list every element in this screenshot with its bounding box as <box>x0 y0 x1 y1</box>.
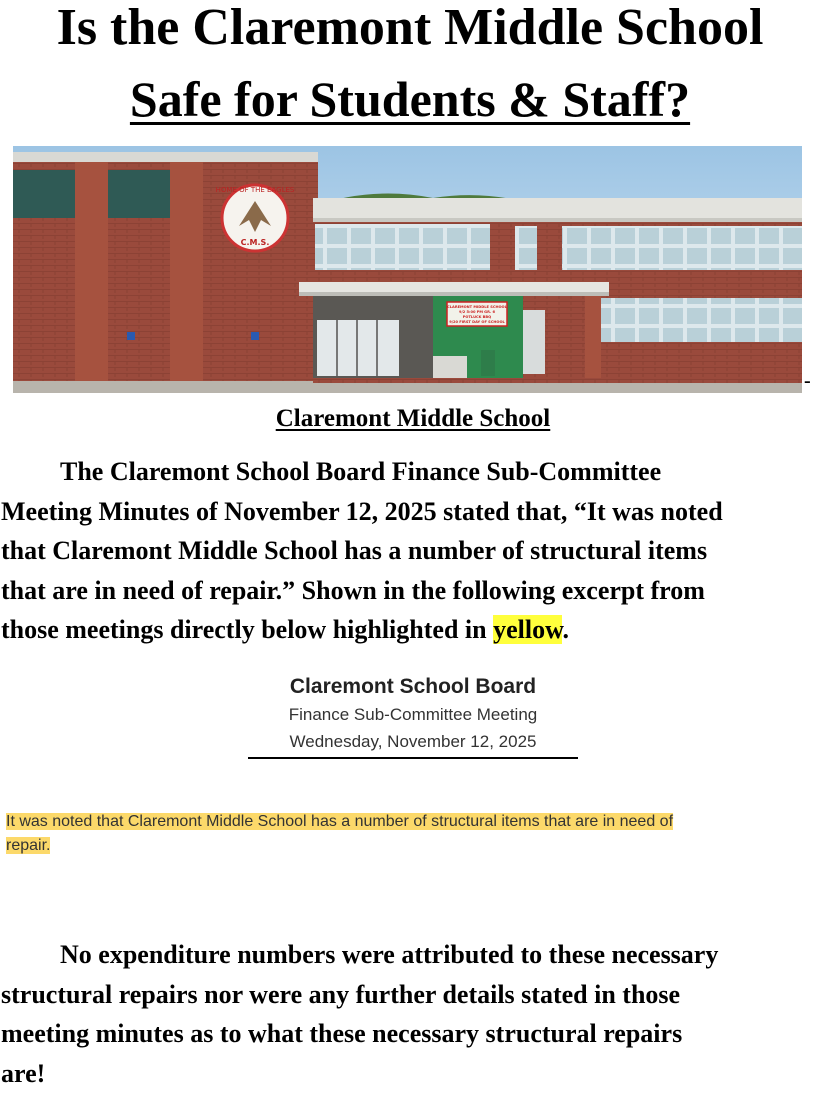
intro-line-1-text: The Claremont School Board Finance Sub-Committee <box>60 457 661 486</box>
closing-line-2: structural repairs nor were any further details stated in those <box>1 975 819 1015</box>
marquee-line-1: CLAREMONT MIDDLE SCHOOL <box>447 305 507 309</box>
page-title-line2-text: Safe for Students & Staff? <box>130 71 690 127</box>
marquee-line-2: 9/2 5:00 PM GR. 6 <box>459 310 496 314</box>
excerpt-line-1: It was noted that Claremont Middle School has a number of structural items that are in need of <box>6 813 673 830</box>
sign-initials: C.M.S. <box>241 238 270 247</box>
closing-line-1 <box>1 935 819 975</box>
header-rule <box>248 757 578 759</box>
closing-line-1-text: No expenditure numbers were attributed to these necessary <box>60 940 718 969</box>
page-title-line2 <box>0 74 820 124</box>
minutes-header <box>248 673 578 759</box>
yellow-highlight: yellow <box>493 615 562 644</box>
board-name: Claremont School Board <box>248 673 578 701</box>
intro-line-3: that Claremont Middle School has a number of structural items <box>1 531 819 571</box>
intro-line-5 <box>1 610 819 650</box>
intro-line-1 <box>1 452 819 492</box>
sign-text: HOME OF THE EAGLES <box>216 186 295 194</box>
intro-line-5-end: . <box>562 615 569 644</box>
meeting-date: Wednesday, November 12, 2025 <box>248 728 578 755</box>
intro-line-4: that are in need of repair.” Shown in the following excerpt from <box>1 571 819 611</box>
page-title-line1: Is the Claremont Middle School <box>0 2 820 54</box>
photo-caption: Claremont Middle School <box>0 405 820 433</box>
marquee-line-4: 9/20 FIRST DAY OF SCHOOL <box>449 320 505 324</box>
minutes-excerpt <box>6 810 818 858</box>
school-photo <box>13 146 802 393</box>
intro-line-2: Meeting Minutes of November 12, 2025 stated that, “It was noted <box>1 492 819 532</box>
intro-line-5-text: those meetings directly below highlighted in <box>1 615 493 644</box>
stray-dash: - <box>804 370 811 393</box>
meeting-name: Finance Sub-Committee Meeting <box>248 701 578 728</box>
closing-line-4: are! <box>1 1054 819 1093</box>
excerpt-line-2: repair. <box>6 837 50 854</box>
closing-paragraph <box>1 935 819 1093</box>
marquee-line-3: POTLUCK BBQ <box>463 315 491 319</box>
closing-line-3: meeting minutes as to what these necessary structural repairs <box>1 1014 819 1054</box>
intro-paragraph <box>1 452 819 650</box>
